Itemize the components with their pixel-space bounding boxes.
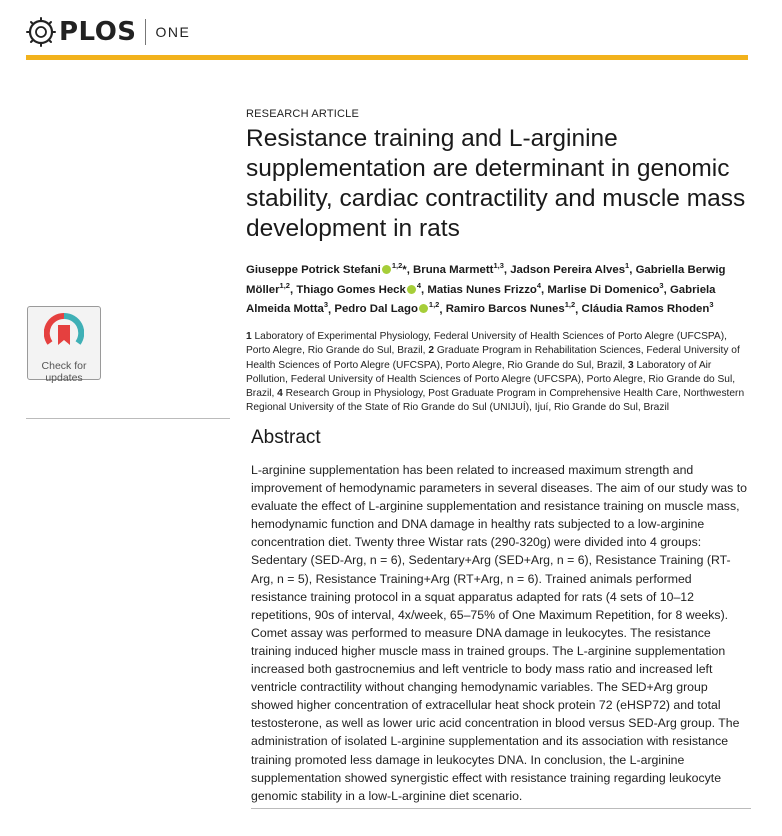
author-affiliation-sup: 1,2 xyxy=(428,300,440,310)
author-affiliation-sup: 1,2 xyxy=(391,261,403,270)
journal-subname: ONE xyxy=(155,24,191,40)
affiliations xyxy=(246,330,751,416)
logo-separator xyxy=(145,19,146,45)
journal-logo[interactable] xyxy=(26,17,190,47)
affiliation-number: 4 xyxy=(277,388,283,400)
author-affiliation-sup: 4 xyxy=(416,280,422,290)
author[interactable] xyxy=(581,300,714,316)
author[interactable] xyxy=(427,280,542,296)
author-name: Thiago Gomes Heck xyxy=(296,283,406,296)
article-title: Resistance training and L-arginine supplementation are determinant in genomic stability, cardiac contractility and muscle mass development in rats xyxy=(246,125,746,242)
article-type: RESEARCH ARTICLE xyxy=(246,108,360,120)
affiliation-text: Research Group in Physiology, Post Graduate Program in Comprehensive Health Care, Northwestern Regional University of the State of Rio Grande do Sul (UNIJUÍ), Ijuí, Rio Grande do Sul, Brazil xyxy=(246,388,745,414)
author[interactable] xyxy=(296,280,422,296)
author-list: Giuseppe Potrick Stefani $^{1,2}$*, Bruna Marmett$^{1,3}$, Jadson Pereira Alves$^1$, Gabriella Berwig Möller$^{1,2}$, Thiago Gomes Heck $^4$, Matias Nunes Frizzo$^4$, Marlise Di Domenico$^3$, Gabriela Almeida Motta$^3$, Pedro Dal Lago $^{1,2}$, Ramiro Barcos Nunes$^{1,2}$, Cláudia Ramos Rhoden$^3$ xyxy=(246,261,726,316)
abstract-divider xyxy=(251,808,751,809)
author[interactable] xyxy=(510,261,630,276)
journal-header xyxy=(0,0,782,62)
author-name: Matias Nunes Frizzo xyxy=(427,283,537,296)
author-name: Cláudia Ramos Rhoden xyxy=(581,303,710,316)
author-affiliation-sup: 3 xyxy=(323,300,329,310)
author-affiliation-sup: 3 xyxy=(709,300,714,310)
affiliation-text: Laboratory of Air Pollution, Federal University of Health Sciences of Porto Alegre (UFCSPA), Porto Alegre, Rio Grande do Sul, Brazil, xyxy=(246,359,736,400)
author-affiliation-sup: 4 xyxy=(536,280,542,290)
author[interactable] xyxy=(246,261,407,276)
affiliation-number: 1 xyxy=(246,331,252,342)
abstract-text: L-arginine supplementation has been related to increased maximum strength and improvement of hemodynamic parameters in several diseases. The aim of our study was to evaluate the effect of L-arginine supplementation and resistance training on muscle mass, hemodynamic function and DNA damage in healthy rats subjected to a low-arginine concentration diet. Twenty three Wistar rats (290-320g) were divided into 4 groups: Sedentary (SED-Arg, n = 6), Sedentary+Arg (SED+Arg, n = 6), Resistance Training (RT-Arg, n = 5), Resistance Training+Arg (RT+Arg, n = 6). Trained animals performed resistance training protocol in a squat apparatus adapted for rats (4 sets of 10–12 repetitions, 90s of interval, 4x/week, 65–75% of One Maximum Repetition, for 8 weeks). Comet assay was performed to measure DNA damage in leukocytes. The resistance training induced higher muscle mass in trained groups. The L-arginine supplementation increased both gastrocnemius and left ventricle to body mass ratio and increased left ventricle contractility without changing hemodynamic variables. The SED+Arg group showed higher concentration of extracellular heat shock protein 72 (eHSP72) and total testosterone, as well as lower uric acid concentration in blood versus SED-Arg group. The administration of isolated L-arginine supplementation and its association with resistance training promoted less damage in leukocytes DNA. In conclusion, the L-arginine supplementation showed synergistic effect with resistance training regarding leukocyte genomic stability in a low-L-arginine diet scenario. xyxy=(251,463,747,803)
plos-logo-icon xyxy=(26,17,56,47)
author-affiliation-sup: 1,2 xyxy=(564,300,576,310)
author-affiliation-sup: 1,3 xyxy=(493,261,504,270)
affiliation-text: Graduate Program in Rehabilitation Sciences, Federal University of Health Sciences of Porto Alegre (UFCSPA), Porto Alegre, Rio Grande do Sul, Brazil, xyxy=(246,345,740,371)
author-name: Pedro Dal Lago xyxy=(334,303,418,316)
affiliation-number: 2 xyxy=(428,345,435,357)
author-name: Bruna Marmett xyxy=(413,263,494,276)
sidebar-divider xyxy=(26,418,230,419)
author-affiliation-sup: 1 xyxy=(625,261,630,270)
check-for-updates-badge[interactable] xyxy=(27,306,101,384)
author[interactable] xyxy=(445,300,576,316)
orcid-icon[interactable] xyxy=(382,265,391,274)
author-name: Giuseppe Potrick Stefani xyxy=(246,263,381,276)
affiliation-number: 3 xyxy=(628,359,634,371)
abstract-heading: Abstract xyxy=(251,427,321,448)
author[interactable] xyxy=(413,261,504,276)
corresponding-author-mark: * xyxy=(402,263,407,276)
author-affiliation-sup: 3 xyxy=(659,280,664,290)
orcid-icon[interactable] xyxy=(419,304,428,313)
author[interactable] xyxy=(547,280,664,296)
author-name: Gabriella Berwig Möller xyxy=(246,263,726,296)
author-name: Jadson Pereira Alves xyxy=(510,263,626,276)
header-rule xyxy=(26,55,748,60)
orcid-icon[interactable] xyxy=(407,285,416,294)
author[interactable] xyxy=(334,300,440,316)
author-affiliation-sup: 1,2 xyxy=(279,280,290,290)
author-name: Gabriela Almeida Motta xyxy=(246,283,716,316)
journal-name: PLOS xyxy=(59,17,137,47)
check-for-updates-icon xyxy=(44,313,84,355)
affiliation-text: Laboratory of Experimental Physiology, Federal University of Health Sciences of Porto Alegre (UFCSPA), Porto Alegre, Rio Grande do Sul, Brazil, xyxy=(246,331,727,357)
check-for-updates-label-1: Check for xyxy=(41,360,87,372)
check-for-updates-label-2: updates xyxy=(45,372,83,384)
author-name: Marlise Di Domenico xyxy=(547,283,660,296)
author-name: Ramiro Barcos Nunes xyxy=(445,303,565,316)
